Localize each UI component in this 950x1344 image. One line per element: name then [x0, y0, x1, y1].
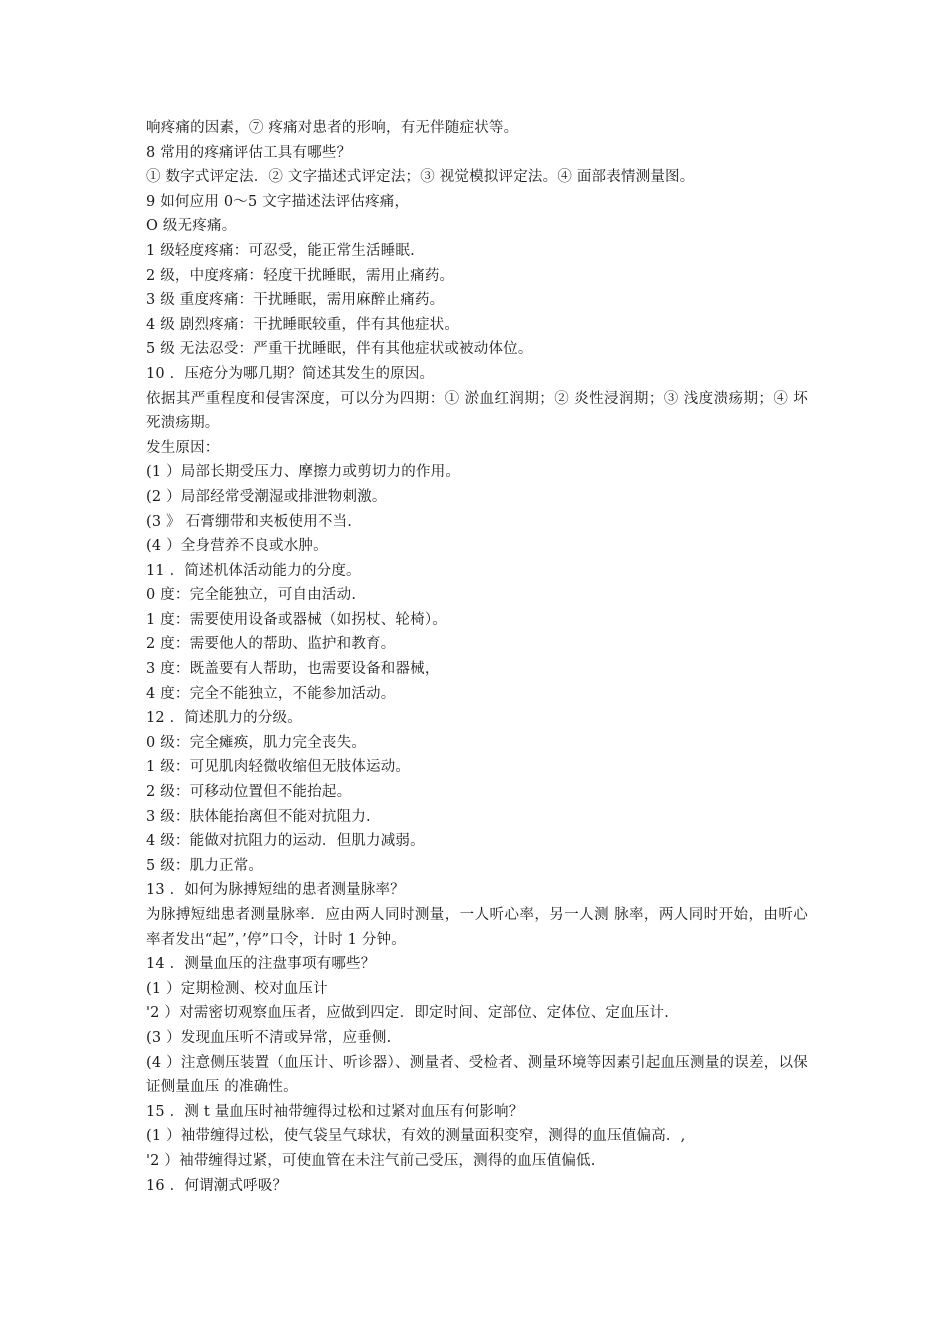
question-heading: 14 ．测量血压的注盘事项有哪些？	[146, 956, 376, 973]
list-item: 3 级：肤体能抬离但不能对抗阻力.	[146, 808, 371, 825]
text-line: ① 数字式评定法．② 文字描述式评定法；③ 视觉模拟评定法。④ 面部表情测量图。	[146, 169, 695, 186]
list-item: '2 ）对需密切观察血压者，应做到四定．即定时间、定部位、定体位、定血压计.	[146, 1005, 670, 1022]
text-line: 响疼痛的因素，⑦ 疼痛对患者的形响，有无伴随症状等。	[146, 120, 519, 136]
list-item: (1 ）定期检测、校对血压计	[146, 980, 328, 997]
question-heading: 16 ．何谓潮式呼吸？	[146, 1177, 288, 1194]
list-item: 0 度：完全能独立，可自由活动.	[146, 587, 357, 604]
list-item: (1 ）局部长期受压力、摩擦力或剪切力的作用。	[146, 464, 461, 481]
list-item: 4 度：完全不能独立，不能参加活动。	[146, 685, 396, 702]
text-line: 1 级轻度疼痛：可忍受，能正常生活睡眠.	[146, 242, 415, 259]
text-line: 5 级 无法忍受：严重干扰睡眠，伴有其他症状或被动体位。	[146, 341, 533, 358]
question-heading: 13 ．如何为脉搏短绌的患者测量脉率？	[146, 882, 405, 899]
list-item: 1 级：可见肌肉轻微收缩但无肢体运动。	[146, 759, 411, 776]
list-item: 2 度：需要他人的帮助、监护和教育。	[146, 636, 396, 653]
list-item: '2 ）袖带缠得过紧，可使血管在未注气前己受压，测得的血压值偏低.	[146, 1152, 596, 1169]
question-heading: 12 ．简述肌力的分级。	[146, 710, 302, 727]
question-heading: 8 常用的疼痛评估工具有哪些？	[146, 144, 352, 161]
text-paragraph: 为脉搏短绌患者测量脉率．应由两人同时测量，一人听心率，另一人测 脉率，两人同时开始，由听心率者发出“起”，’停”口令，计时 1 分钟。	[146, 907, 808, 948]
list-item: (3 ）发现血压听不清或异常，应垂侧.	[146, 1029, 392, 1046]
list-item: (4 ）注意侧压装置（血压计、听诊器）、测量者、受检者、测量环境等因素引起血压测量的误差，以保证侧量血压 的准确性。	[146, 1054, 808, 1096]
text-line: 发生原因：	[146, 439, 220, 456]
list-item: (4 ）全身营养不良或水肿。	[146, 538, 328, 555]
document-body	[146, 116, 808, 1198]
text-line: 4 级 剧烈疼痛：干扰睡眠较重，伴有其他症状。	[146, 316, 460, 333]
list-item: 3 度：既盖要有人帮助，也需要设备和器械，	[146, 661, 440, 678]
list-item: (1 ）袖带缠得过松，使气袋呈气球状，有效的测量面积变窄，测得的血压值偏高．,	[146, 1128, 686, 1145]
list-item: 2 级：可移动位置但不能抬起。	[146, 784, 352, 801]
text-line: 2 级，中度疼痛：轻度干扰睡眠，需用止痛药。	[146, 267, 455, 284]
list-item: 4 级：能做对抗阻力的运动．但肌力减弱。	[146, 833, 425, 850]
question-heading: 9 如何应用 0～5 文字描述法评估疼痛，	[146, 193, 410, 210]
list-item: 5 级：肌力正常。	[146, 857, 264, 874]
text-line: 3 级 重度疼痛：干扰睡眠，需用麻醉止痛药。	[146, 292, 445, 309]
list-item: (2 ）局部经常受潮湿或排泄物刺激。	[146, 488, 387, 505]
question-heading: 11 ．简述机体活动能力的分度。	[146, 562, 361, 579]
text-paragraph: 依据其严重程度和侵害深度，可以分为四期：① 淤血红润期；② 炎性浸润期；③ 浅度溃疡期；④ 坏死溃疡期。	[146, 390, 808, 432]
question-heading: 10 ．压疮分为哪几期？简述其发生的原因。	[146, 365, 435, 382]
list-item: (3 》 石膏绷带和夹板使用不当.	[146, 513, 353, 530]
list-item: 1 度：需要使用设备或器械（如拐杖、轮椅）。	[146, 611, 447, 628]
list-item: 0 级：完全瘫痪，肌力完全丧失。	[146, 734, 367, 751]
text-line: O 级无疼痛。	[146, 218, 237, 235]
question-heading: 15 ．测 t 量血压时袖带缠得过松和过紧对血压有何影响？	[146, 1103, 524, 1120]
